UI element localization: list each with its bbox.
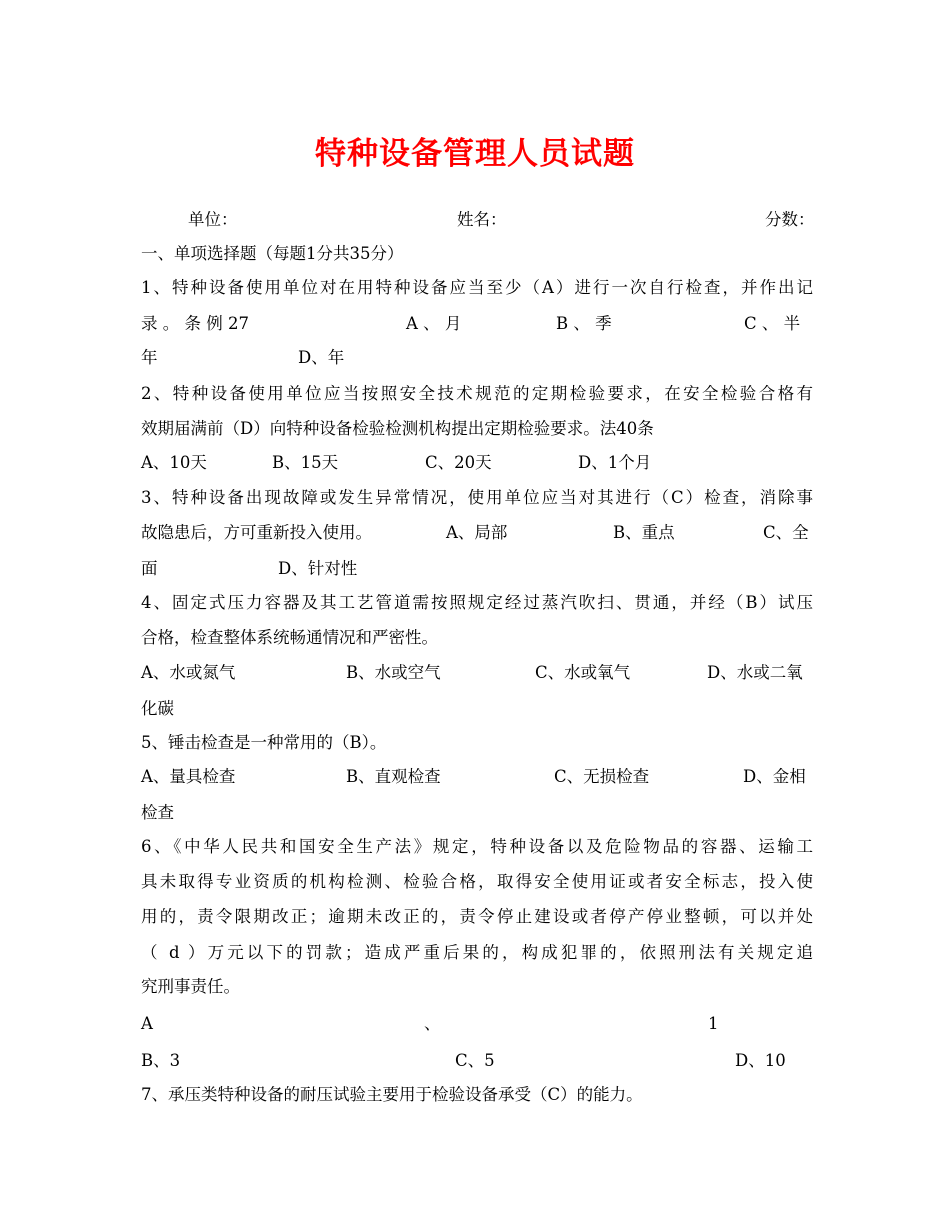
q1-text-line3: 年 xyxy=(141,348,158,367)
q6-options xyxy=(141,1048,813,1074)
q4-option-b: B、水或空气 xyxy=(346,663,441,682)
header-fields xyxy=(141,207,813,233)
q2-option-c: C、20天 xyxy=(425,453,492,472)
unit-label: 单位： xyxy=(188,210,238,229)
q5-option-d: D、金相 xyxy=(743,767,806,786)
score-label: 分数： xyxy=(765,210,815,229)
q5-options xyxy=(141,764,813,790)
q5-option-a: A、量具检查 xyxy=(141,767,236,786)
q6-text-line3: 用的，责令限期改正；逾期未改正的，责令停止建设或者停产停业整顿，可以并处 xyxy=(141,907,813,926)
q2-option-d: D、1个月 xyxy=(578,453,652,472)
q4-option-a: A、水或氮气 xyxy=(141,663,236,682)
q1-option-b: B 、 季 xyxy=(556,314,612,333)
q7-text-line1: 7、承压类特种设备的耐压试验主要用于检验设备承受（C）的能力。 xyxy=(141,1085,643,1104)
q2-option-b: B、15天 xyxy=(272,453,339,472)
q2-option-a: A、10天 xyxy=(141,453,207,472)
q3-option-c: C、全 xyxy=(763,523,809,542)
q3-option-b: B、重点 xyxy=(613,523,675,542)
q3-line3 xyxy=(141,556,813,582)
q6-text-line5: 究刑事责任。 xyxy=(141,977,240,996)
q4-option-d: D、水或二氧 xyxy=(707,663,803,682)
q4-text-line1: 4、固定式压力容器及其工艺管道需按照规定经过蒸汽吹扫、贯通，并经（B）试压 xyxy=(141,593,813,612)
q3-text-line2: 故隐患后，方可重新投入使用。 xyxy=(141,523,372,542)
q1-line2 xyxy=(141,311,813,337)
q6-option-c: C、5 xyxy=(455,1051,495,1070)
q1-text-line1: 1、特种设备使用单位对在用特种设备应当至少（A）进行一次自行检查，并作出记 xyxy=(141,278,813,297)
q4-text-line3: 化碳 xyxy=(141,699,174,718)
q4-option-c: C、水或氧气 xyxy=(535,663,631,682)
q3-line2 xyxy=(141,520,813,546)
q6-option-d: D、10 xyxy=(735,1051,786,1070)
q1-text-line2: 录 。 条 例 27 xyxy=(141,314,249,333)
q3-option-d: D、针对性 xyxy=(278,559,358,578)
q3-text-line3: 面 xyxy=(141,559,158,578)
q6-option-a-value: 1 xyxy=(708,1014,719,1033)
section-heading: 一、单项选择题（每题1分共35分） xyxy=(141,244,404,263)
q3-text-line1: 3、特种设备出现故障或发生异常情况，使用单位应当对其进行（C）检查，消除事 xyxy=(141,488,813,507)
q2-text-line2: 效期届满前（D）向特种设备检验检测机构提出定期检验要求。法40条 xyxy=(141,419,654,438)
q6-option-a-row xyxy=(141,1011,813,1037)
q6-option-a-letter: A xyxy=(141,1014,153,1033)
q3-option-a: A、局部 xyxy=(446,523,508,542)
q1-option-c: C 、 半 xyxy=(744,314,801,333)
q6-option-a-separator: 、 xyxy=(424,1014,441,1033)
q6-text-line2: 具未取得专业资质的机构检测、检验合格，取得安全使用证或者安全标志，投入使 xyxy=(141,872,813,891)
q5-option-b: B、直观检查 xyxy=(346,767,441,786)
q5-text-line2: 检查 xyxy=(141,803,174,822)
q1-option-a: A 、 月 xyxy=(406,314,462,333)
page-title: 特种设备管理人员试题 xyxy=(315,136,635,172)
q1-line3 xyxy=(141,345,813,371)
q2-options xyxy=(141,450,813,476)
q5-text-line1: 5、锤击检查是一种常用的（B）。 xyxy=(141,733,387,752)
q4-options xyxy=(141,660,813,686)
name-label: 姓名： xyxy=(457,210,507,229)
q4-text-line2: 合格，检查整体系统畅通情况和严密性。 xyxy=(141,628,438,647)
q1-option-d: D、年 xyxy=(298,348,345,367)
q6-text-line1: 6、《中华人民共和国安全生产法》规定，特种设备以及危险物品的容器、运输工 xyxy=(141,837,813,856)
q5-option-c: C、无损检查 xyxy=(554,767,650,786)
q6-text-line4: （ d ）万元以下的罚款；造成严重后果的，构成犯罪的，依照刑法有关规定追 xyxy=(141,943,813,962)
q2-text-line1: 2、特种设备使用单位应当按照安全技术规范的定期检验要求，在安全检验合格有 xyxy=(141,384,813,403)
q6-option-b: B、3 xyxy=(141,1051,181,1070)
